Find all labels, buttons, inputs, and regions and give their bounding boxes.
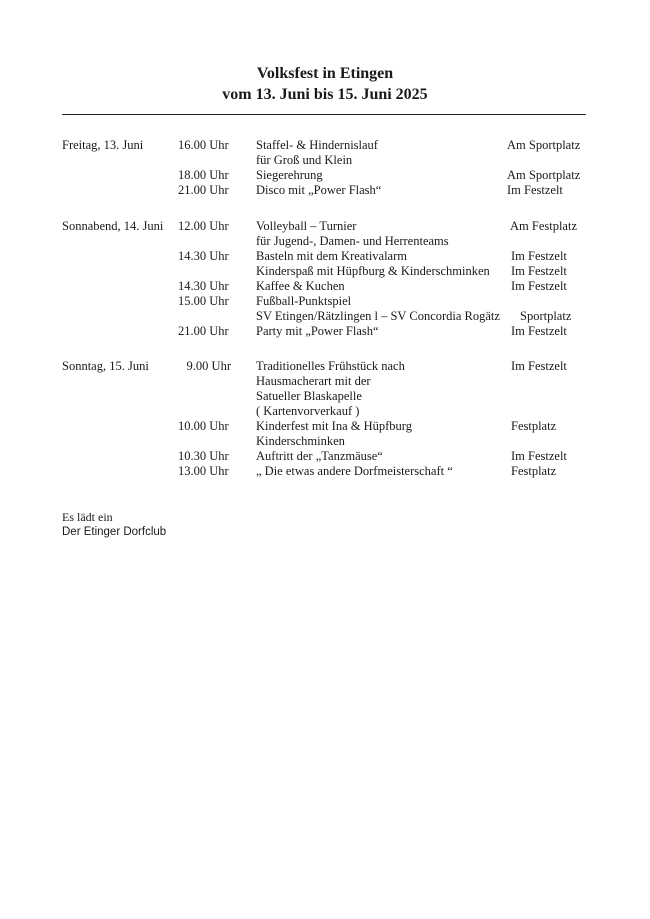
event-sun-1-line3: Satueller Blaskapelle <box>256 389 362 403</box>
time-sun-2: 10.00 Uhr <box>178 419 229 433</box>
location-sat-2: Im Festzelt <box>511 249 567 263</box>
location-sun-3: Im Festzelt <box>511 449 567 463</box>
time-fri-1: 16.00 Uhr <box>178 138 229 152</box>
location-sat-5: Im Festzelt <box>511 324 567 338</box>
event-sat-2-line1: Basteln mit dem Kreativalarm <box>256 249 407 263</box>
event-sun-1-line4: ( Kartenvorverkauf ) <box>256 404 360 418</box>
location-sun-1: Im Festzelt <box>511 359 567 373</box>
event-sat-3: Kaffee & Kuchen <box>256 279 345 293</box>
location-fri-2: Am Sportplatz <box>507 168 581 182</box>
time-fri-3: 21.00 Uhr <box>178 183 229 197</box>
time-sun-1: 9.00 Uhr <box>186 359 231 373</box>
title-divider <box>62 114 586 115</box>
event-fri-2: Siegerehrung <box>256 168 323 182</box>
day-label-sunday: Sonntag, 15. Juni <box>62 359 149 373</box>
time-sat-2: 14.30 Uhr <box>178 249 229 263</box>
day-label-saturday: Sonnabend, 14. Juni <box>62 219 164 233</box>
location-fri-3: Im Festzelt <box>507 183 563 197</box>
invitation-line: Es lädt ein <box>62 510 113 524</box>
page-subtitle: vom 13. Juni bis 15. Juni 2025 <box>222 86 428 103</box>
event-sun-1-line2: Hausmacherart mit der <box>256 374 371 388</box>
event-sat-4-line1: Fußball-Punktspiel <box>256 294 352 308</box>
location-sat-1: Am Festplatz <box>510 219 578 233</box>
time-sat-3: 14.30 Uhr <box>178 279 229 293</box>
time-sun-4: 13.00 Uhr <box>178 464 229 478</box>
location-fri-1: Am Sportplatz <box>507 138 581 152</box>
organizer-name: Der Etinger Dorfclub <box>62 526 167 538</box>
location-sun-4: Festplatz <box>511 464 557 478</box>
day-label-friday: Freitag, 13. Juni <box>62 138 144 152</box>
event-sat-1-line1: Volleyball – Turnier <box>256 219 357 233</box>
location-sat-3: Im Festzelt <box>511 279 567 293</box>
location-sat-2b: Im Festzelt <box>511 264 567 278</box>
time-sat-1: 12.00 Uhr <box>178 219 229 233</box>
event-sat-1-line2: für Jugend-, Damen- und Herrenteams <box>256 234 449 248</box>
event-sun-2-line1: Kinderfest mit Ina & Hüpfburg <box>256 419 412 433</box>
event-fri-1-line1: Staffel- & Hindernislauf <box>256 138 378 152</box>
event-fri-1-line2: für Groß und Klein <box>256 153 353 167</box>
event-sat-4-line2: SV Etingen/Rätzlingen l – SV Concordia Rogätz <box>256 309 500 323</box>
event-sun-2-line2: Kinderschminken <box>256 434 345 448</box>
page-title: Volksfest in Etingen <box>256 65 394 82</box>
time-sat-5: 21.00 Uhr <box>178 324 229 338</box>
time-sun-3: 10.30 Uhr <box>178 449 229 463</box>
event-sun-4: „ Die etwas andere Dorfmeisterschaft “ <box>256 464 453 478</box>
location-sun-2: Festplatz <box>511 419 557 433</box>
event-sun-1-line1: Traditionelles Frühstück nach <box>256 359 405 373</box>
event-sat-2-line2: Kinderspaß mit Hüpfburg & Kinderschminken <box>256 264 490 278</box>
event-sun-3: Auftritt der „Tanzmäuse“ <box>256 449 383 463</box>
event-fri-3: Disco mit „Power Flash“ <box>256 183 382 197</box>
location-sat-4: Sportplatz <box>520 309 572 323</box>
time-sat-4: 15.00 Uhr <box>178 294 229 308</box>
event-sat-5: Party mit „Power Flash“ <box>256 324 379 338</box>
time-fri-2: 18.00 Uhr <box>178 168 229 182</box>
